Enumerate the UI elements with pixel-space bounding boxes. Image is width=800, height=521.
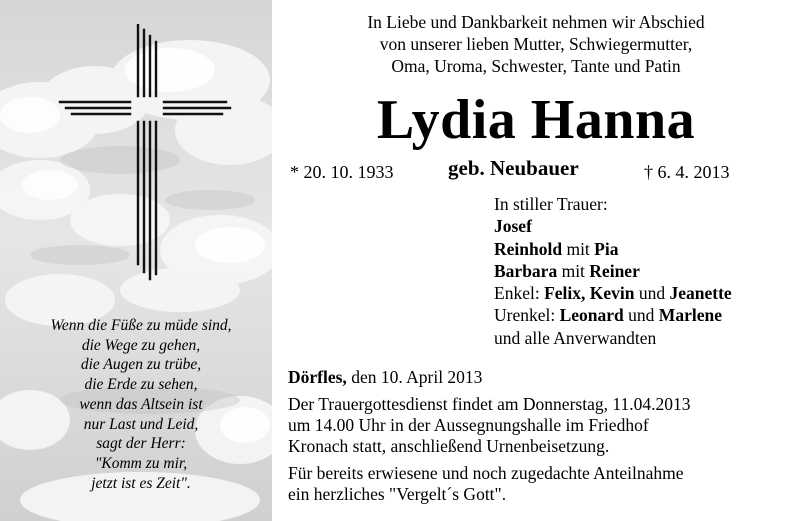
mourner-name: Leonard — [559, 305, 624, 326]
mourner-line — [494, 238, 732, 260]
mourner-name: Barbara — [494, 260, 558, 281]
poem-line: Wenn die Füße zu müde sind, — [50, 317, 232, 334]
death-date: † 6. 4. 2013 — [644, 162, 730, 182]
mourner-line — [494, 260, 732, 282]
mourner-line: und alle Anverwandten — [494, 327, 657, 348]
poem-line: "Komm zu mir, — [94, 454, 188, 472]
mourner-prefix: Enkel: — [494, 283, 545, 304]
birth-date: * 20. 10. 1933 — [290, 162, 394, 182]
mourner-name: Reinhold — [494, 238, 563, 259]
service-line: Kronach statt, anschließend Urnenbeisetzung. — [288, 436, 610, 456]
mourners-list — [494, 193, 732, 349]
mourner-name: Marlene — [658, 305, 722, 326]
mourner-line — [494, 282, 732, 304]
intro — [272, 11, 800, 77]
left-panel — [0, 0, 272, 521]
mourner-prefix: Urenkel: — [494, 305, 560, 326]
mourners-heading: In stiller Trauer: — [494, 194, 608, 214]
conjunction: und — [634, 283, 670, 304]
thanks-line: Für bereits erwiesene und noch zugedachte Anteilnahme — [288, 463, 684, 483]
conjunction: mit — [557, 260, 590, 281]
mourner-line — [494, 215, 732, 237]
mourner-name: Felix, Kevin — [544, 283, 635, 304]
thanks — [288, 463, 684, 505]
poem-line: die Augen zu trübe, — [80, 356, 202, 374]
deceased-name: Lydia Hanna — [376, 89, 696, 151]
mourner-line — [494, 304, 732, 326]
service-line: um 14.00 Uhr in der Aussegnungshalle im Friedhof — [288, 415, 649, 435]
mourner-name: Reiner — [589, 260, 640, 281]
place-date — [288, 367, 482, 388]
maiden-name: geb. Neubauer — [448, 156, 579, 180]
poem-line: die Wege zu gehen, — [81, 336, 201, 354]
intro-line: In Liebe und Dankbarkeit nehmen wir Abschied — [367, 12, 705, 32]
cross-icon — [58, 24, 233, 284]
conjunction: mit — [562, 238, 595, 259]
mourner-name: Josef — [494, 216, 532, 237]
poem-line: jetzt ist es Zeit". — [91, 474, 191, 492]
service-line: Der Trauergottesdienst findet am Donnerstag, 11.04.2013 — [288, 394, 691, 414]
poem-line: sagt der Herr: — [96, 435, 186, 453]
poem-line: nur Last und Leid, — [83, 415, 199, 433]
place: Dörfles, — [288, 367, 347, 387]
notice-text — [272, 0, 800, 521]
conjunction: und — [623, 305, 659, 326]
thanks-line: ein herzliches "Vergelt´s Gott". — [288, 484, 507, 504]
poem — [10, 316, 272, 493]
intro-line: von unserer lieben Mutter, Schwiegermutter, — [379, 34, 693, 54]
service-info — [288, 394, 690, 457]
mourner-name: Pia — [594, 238, 619, 259]
poem-line: die Erde zu sehen, — [84, 376, 198, 394]
date: den 10. April 2013 — [346, 367, 483, 387]
poem-line: wenn das Altsein ist — [79, 395, 203, 413]
mourner-name: Jeanette — [669, 283, 732, 304]
intro-line: Oma, Uroma, Schwester, Tante und Patin — [391, 56, 681, 76]
